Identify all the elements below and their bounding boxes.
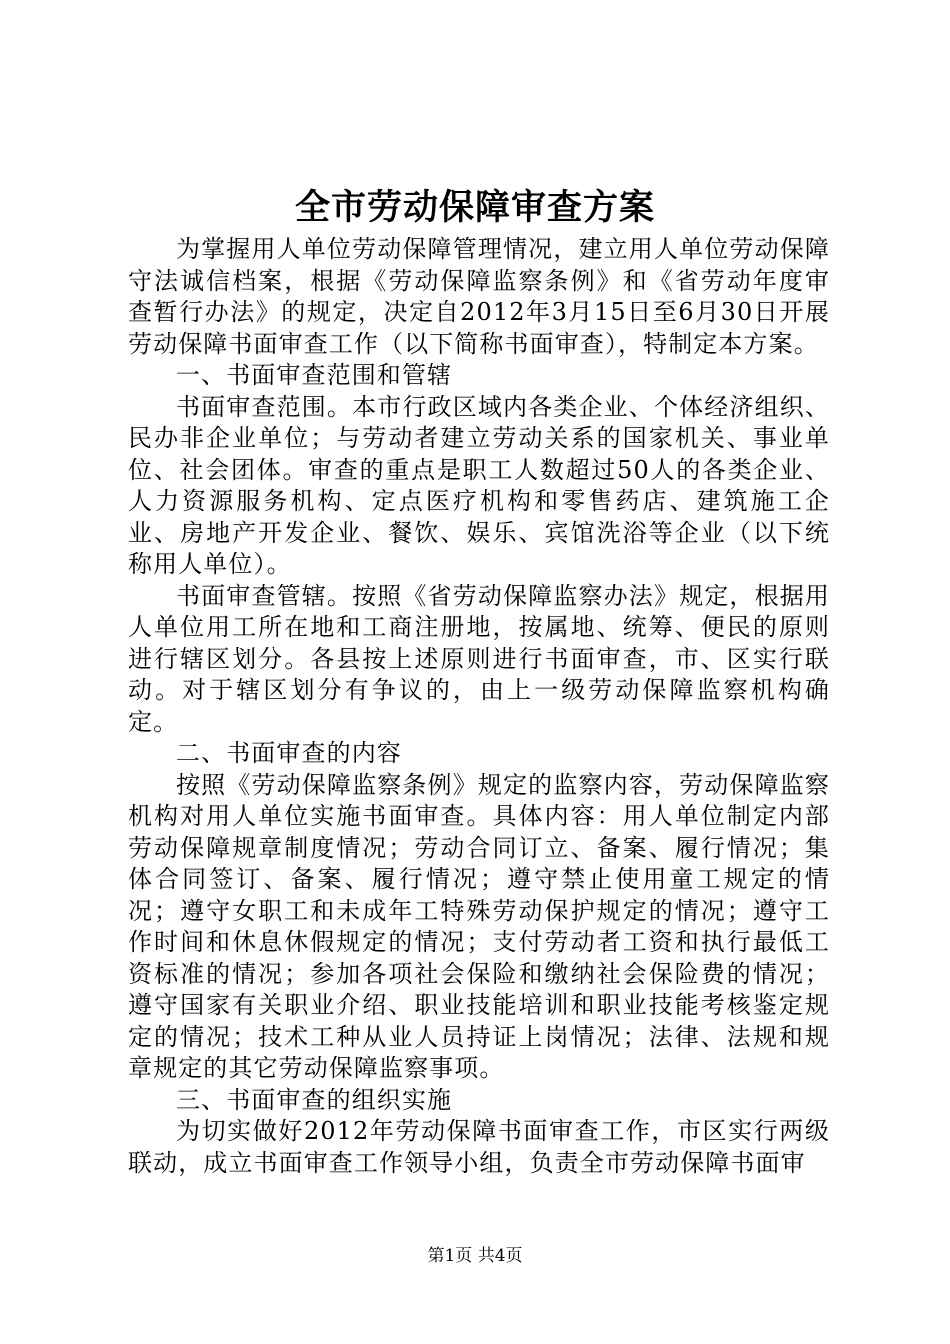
paragraph-scope: 书面审查范围。本市行政区域内各类企业、个体经济组织、民办非企业单位；与劳动者建立劳动关系的国家机关、事业单位、社会团体。审查的重点是职工人数超过50人的各类企业、人力资源服务机构、定点医疗机构和零售药店、建筑施工企业、房地产开发企业、餐饮、娱乐、宾馆洗浴等企业（以下统称用人单位）。 xyxy=(128,392,830,578)
paragraph-implementation: 为切实做好2012年劳动保障书面审查工作，市区实行两级联动，成立书面审查工作领导小组，负责全市劳动保障书面审 xyxy=(128,1117,830,1177)
section-heading-3: 三、书面审查的组织实施 xyxy=(176,1085,453,1114)
document-title: 全市劳动保障审查方案 xyxy=(294,187,655,228)
document-body xyxy=(128,234,830,1179)
paragraph-intro: 为掌握用人单位劳动保障管理情况，建立用人单位劳动保障守法诚信档案，根据《劳动保障监察条例》和《省劳动年度审查暂行办法》的规定，决定自2012年3月15日至6月30日开展劳动保障书面审查工作（以下简称书面审查），特制定本方案。 xyxy=(128,235,830,358)
paragraph-content: 按照《劳动保障监察条例》规定的监察内容，劳动保障监察机构对用人单位实施书面审查。具体内容：用人单位制定内部劳动保障规章制度情况；劳动合同订立、备案、履行情况；集体合同签订、备案、履行情况；遵守禁止使用童工规定的情况；遵守女职工和未成年工特殊劳动保护规定的情况；遵守工作时间和休息休假规定的情况；支付劳动者工资和执行最低工资标准的情况；参加各项社会保险和缴纳社会保险费的情况；遵守国家有关职业介绍、职业技能培训和职业技能考核鉴定规定的情况；技术工种从业人员持证上岗情况；法律、法规和规章规定的其它劳动保障监察事项。 xyxy=(128,770,830,1082)
section-heading-2: 二、书面审查的内容 xyxy=(176,739,402,767)
section-heading-1: 一、书面审查范围和管辖 xyxy=(176,361,453,389)
paragraph-jurisdiction: 书面审查管辖。按照《省劳动保障监察办法》规定，根据用人单位用工所在地和工商注册地，按属地、统筹、便民的原则进行辖区划分。各县按上述原则进行书面审查，市、区实行联动。对于辖区划分有争议的，由上一级劳动保障监察机构确定。 xyxy=(128,581,830,736)
page-footer: 第1页 共4页 xyxy=(427,1246,523,1266)
